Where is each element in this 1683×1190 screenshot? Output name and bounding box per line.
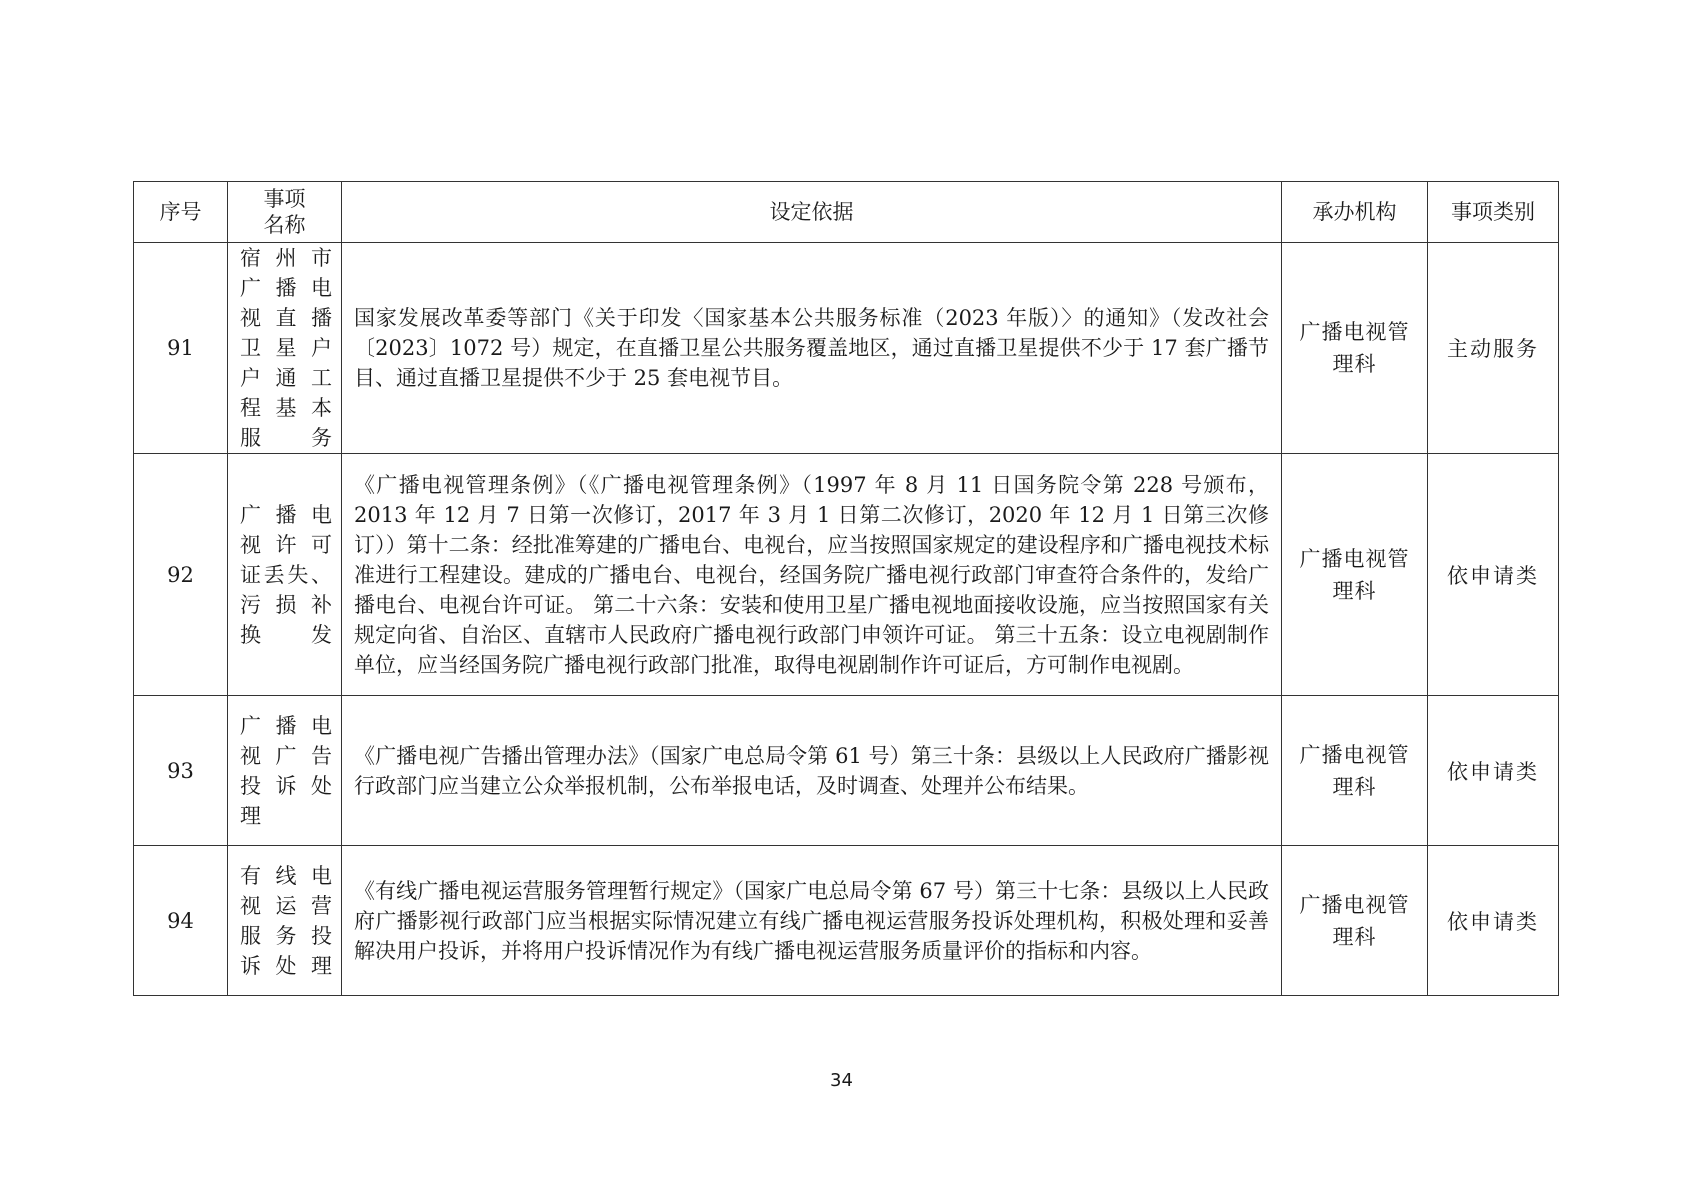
table-row bbox=[134, 846, 1559, 996]
org-line: 广播电视管 bbox=[1299, 546, 1410, 571]
row-legal-basis: 《有线广播电视运营服务管理暂行规定》（国家广电总局令第 67 号）第三十七条：县级以上人民政府广播影视行政部门应当根据实际情况建立有线广播电视运营服务投诉处理机构，积极处理和妥善解决用户投诉，并将用户投诉情况作为有线广播电视运营服务质量评价的指标和内容。 bbox=[342, 846, 1282, 996]
item-name-line: 诉处理 bbox=[240, 953, 333, 978]
row-category: 主动服务 bbox=[1428, 243, 1559, 454]
row-no: 92 bbox=[134, 454, 228, 696]
row-organization bbox=[1282, 696, 1428, 846]
org-line: 广播电视管 bbox=[1299, 320, 1410, 344]
header-name-line: 名称 bbox=[263, 213, 306, 237]
item-name-line: 投诉处 bbox=[240, 773, 333, 798]
item-name-line: 宿州市 bbox=[240, 246, 333, 270]
table-header-row bbox=[134, 182, 1559, 243]
row-item-name bbox=[228, 454, 342, 696]
org-line: 广播电视管 bbox=[1299, 892, 1410, 917]
item-name-line: 视广告 bbox=[240, 743, 333, 768]
org-line: 广播电视管 bbox=[1299, 742, 1410, 767]
item-name-line: 理 bbox=[240, 803, 262, 828]
header-org: 承办机构 bbox=[1282, 182, 1428, 243]
org-line: 理科 bbox=[1332, 352, 1377, 376]
org-line: 理科 bbox=[1332, 924, 1377, 949]
service-items-table bbox=[133, 181, 1559, 996]
item-name-line: 服务 bbox=[240, 426, 333, 450]
item-name-line: 证丢失、 bbox=[240, 562, 333, 587]
row-category: 依申请类 bbox=[1428, 454, 1559, 696]
item-name-line: 广播电 bbox=[240, 713, 333, 738]
table-row bbox=[134, 696, 1559, 846]
row-item-name bbox=[228, 243, 342, 454]
org-line: 理科 bbox=[1332, 774, 1377, 799]
item-name-line: 广播电 bbox=[240, 276, 333, 300]
row-category: 依申请类 bbox=[1428, 696, 1559, 846]
row-legal-basis: 《广播电视管理条例》（《广播电视管理条例》（1997 年 8 月 11 日国务院令第 228 号颁布，2013 年 12 月 7 日第一次修订，2017 年 3 月 1 日第二次修订，2020 年 12 月 1 日第三次修订））第十二条：经批准筹建的广播电台、电视台，应当按照国家规定的建设程序和广播电视技术标准进行工程建设。建成的广播电台、电视台，经国务院广播电视行政部门审查符合条件的，发给广播电台、电视台许可证。 第二十六条：安装和使用卫星广播电视地面接收设施，应当按照国家有关规定向省、自治区、直辖市人民政府广播电视行政部门申领许可证。 第三十五条：设立电视剧制作单位，应当经国务院广播电视行政部门批准，取得电视剧制作许可证后，方可制作电视剧。 bbox=[342, 454, 1282, 696]
page-number: 34 bbox=[830, 1070, 853, 1091]
item-name-line: 程基本 bbox=[240, 396, 333, 420]
item-name-line: 污损补 bbox=[240, 592, 333, 617]
header-name bbox=[228, 182, 342, 243]
item-name-line: 换发 bbox=[240, 622, 333, 647]
row-legal-basis: 国家发展改革委等部门《关于印发〈国家基本公共服务标准（2023 年版）〉的通知》（发改社会〔2023〕1072 号）规定，在直播卫星公共服务覆盖地区，通过直播卫星提供不少于 17 套广播节目、通过直播卫星提供不少于 25 套电视节目。 bbox=[342, 243, 1282, 454]
item-name-line: 视直播 bbox=[240, 306, 333, 330]
item-name-line: 视运营 bbox=[240, 893, 333, 918]
row-category: 依申请类 bbox=[1428, 846, 1559, 996]
org-line: 理科 bbox=[1332, 578, 1377, 603]
row-no: 93 bbox=[134, 696, 228, 846]
header-name-line: 事项 bbox=[263, 187, 306, 211]
item-name-line: 服务投 bbox=[240, 923, 333, 948]
row-no: 91 bbox=[134, 243, 228, 454]
row-item-name bbox=[228, 846, 342, 996]
table-row bbox=[134, 454, 1559, 696]
header-basis: 设定依据 bbox=[342, 182, 1282, 243]
item-name-line: 视许可 bbox=[240, 532, 333, 557]
item-name-line: 卫星户 bbox=[240, 336, 333, 360]
table-row bbox=[134, 243, 1559, 454]
header-category: 事项类别 bbox=[1428, 182, 1559, 243]
row-no: 94 bbox=[134, 846, 228, 996]
row-legal-basis: 《广播电视广告播出管理办法》（国家广电总局令第 61 号）第三十条：县级以上人民政府广播影视行政部门应当建立公众举报机制，公布举报电话，及时调查、处理并公布结果。 bbox=[342, 696, 1282, 846]
row-item-name bbox=[228, 696, 342, 846]
header-no: 序号 bbox=[134, 182, 228, 243]
item-name-line: 广播电 bbox=[240, 502, 333, 527]
row-organization bbox=[1282, 846, 1428, 996]
row-organization bbox=[1282, 243, 1428, 454]
item-name-line: 有线电 bbox=[240, 863, 333, 888]
row-organization bbox=[1282, 454, 1428, 696]
item-name-line: 户通工 bbox=[240, 366, 333, 390]
